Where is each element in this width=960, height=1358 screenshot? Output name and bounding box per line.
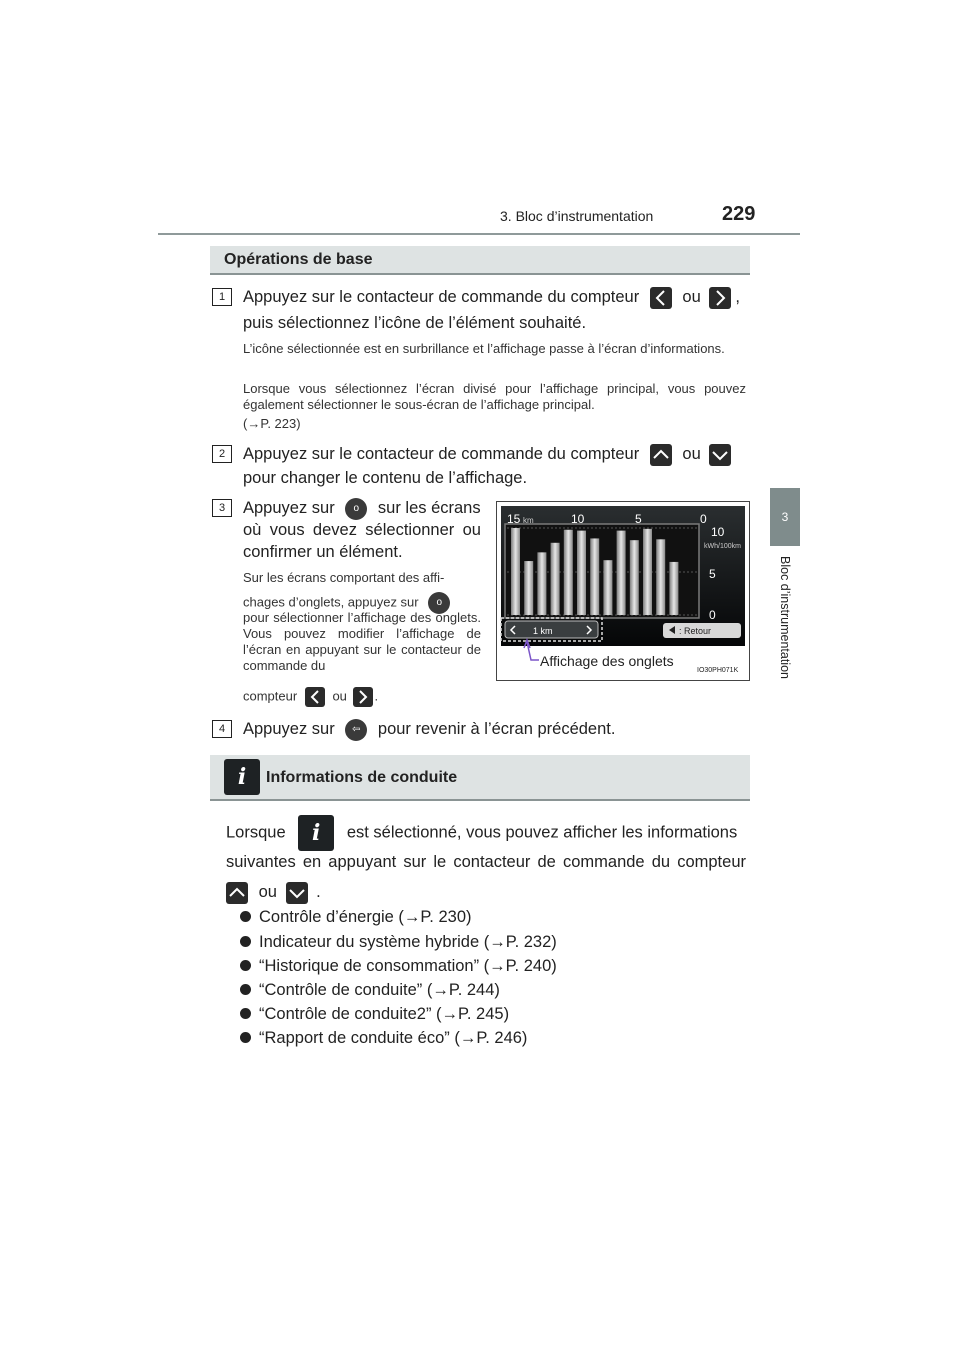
tab-label: 1 km xyxy=(533,626,553,636)
bullet-icon xyxy=(240,960,251,971)
running-header-section: 3. Bloc d’instrumentation xyxy=(500,208,654,224)
step-3-note-4 xyxy=(243,687,481,707)
display-figure xyxy=(496,501,750,681)
step-3-note-4-a: compteur xyxy=(243,688,298,704)
intro-c: suivantes en appuyant sur le contacteur de commande du compteur xyxy=(226,853,746,871)
step-number: 4 xyxy=(212,720,232,738)
info-icon: i xyxy=(224,759,260,795)
back-button-icon: ⇦ xyxy=(345,719,367,741)
intro-line-1 xyxy=(226,815,746,851)
bar-3 xyxy=(537,552,546,615)
ok-button-icon: o xyxy=(428,592,450,614)
intro-e: . xyxy=(316,883,321,901)
info-icon-container xyxy=(224,759,260,795)
section-title: Opérations de base xyxy=(224,251,373,268)
step-3-note-3: pour sélectionner l’affichage des onglets. Vous pouvez modifier l’affichage de l’écran en appuyant sur le contacteur de commande du xyxy=(243,610,481,673)
list-item xyxy=(240,1005,509,1024)
step-3-note-1: Sur les écrans comportant des affi- xyxy=(243,570,445,585)
bullet-icon xyxy=(240,1008,251,1019)
bar-13 xyxy=(669,562,678,615)
chevron-left-icon xyxy=(650,287,672,309)
chapter-side-title-text: Bloc d’instrumentation xyxy=(778,556,792,679)
section-title: Informations de conduite xyxy=(266,769,458,786)
list-item xyxy=(240,957,557,976)
bar-4 xyxy=(551,543,560,615)
step-1-text-a: Appuyez sur le contacteur de commande du compteur xyxy=(243,288,640,306)
tick-10: 10 xyxy=(571,512,585,526)
step-1-text-c: , xyxy=(735,288,740,306)
section-bar-basic-operations xyxy=(210,246,750,275)
step-1-note-2: Lorsque vous sélectionnez l’écran divisé pour l’affichage principal, vous pouvez également sélectionner le sous-écran de l’affichage principal. xyxy=(243,381,746,412)
list-item-text: “Contrôle de conduite” (→P. 244) xyxy=(259,981,500,999)
chevron-up-icon xyxy=(226,882,248,904)
step-2-text-b: ou xyxy=(682,445,701,463)
bar-6 xyxy=(577,531,586,615)
list-item xyxy=(240,933,557,952)
unit-km: km xyxy=(523,516,534,525)
step-4-text-b: pour revenir à l’écran précédent. xyxy=(377,720,616,738)
step-3-text-c: où vous devez sélectionner ou xyxy=(243,521,481,539)
info-icon: i xyxy=(298,815,334,851)
bullet-icon xyxy=(240,984,251,995)
bar-10 xyxy=(630,540,639,615)
bar-7 xyxy=(590,538,599,615)
chevron-up-icon xyxy=(650,444,672,466)
y-unit: kWh/100km xyxy=(704,543,741,550)
step-1-text-d: puis sélectionnez l’icône de l’élément souhaité. xyxy=(243,314,587,332)
bar-8 xyxy=(603,560,612,615)
list-item xyxy=(240,981,500,1000)
step-1-text xyxy=(243,285,753,310)
bullet-icon xyxy=(240,1032,251,1043)
list-item xyxy=(240,1029,527,1048)
chevron-left-icon xyxy=(305,687,325,707)
list-item xyxy=(240,908,472,927)
step-3-text-b: sur les écrans xyxy=(377,499,481,517)
callout-label: Affichage des onglets xyxy=(540,653,674,669)
intro-b: est sélectionné, vous pouvez afficher les informations xyxy=(346,823,738,842)
step-3-note-4-b: ou xyxy=(332,688,347,704)
chevron-right-icon xyxy=(709,287,731,309)
step-2-text-a: Appuyez sur le contacteur de commande du compteur xyxy=(243,445,640,463)
chevron-down-icon xyxy=(709,444,731,466)
intro-d: ou xyxy=(258,883,277,901)
step-3-note-2-text: chages d’onglets, appuyez sur xyxy=(243,594,419,610)
chevron-right-icon xyxy=(353,687,373,707)
step-4-text-a: Appuyez sur xyxy=(243,720,335,738)
bar-1 xyxy=(511,528,520,615)
step-2-text xyxy=(243,442,753,467)
bar-5 xyxy=(564,530,573,615)
bar-2 xyxy=(524,561,533,615)
bar-11 xyxy=(643,529,652,615)
header-rule xyxy=(158,233,800,235)
bar-9 xyxy=(617,531,626,615)
list-item-text: “Historique de consommation” (→P. 240) xyxy=(259,957,557,975)
ok-button-icon: o xyxy=(345,498,367,520)
step-1-note-3: (→P. 223) xyxy=(243,416,301,431)
intro-line-3 xyxy=(226,880,321,905)
bullet-icon xyxy=(240,911,251,922)
tick-5: 5 xyxy=(635,512,642,526)
step-number: 1 xyxy=(212,288,232,306)
y-tick-10: 10 xyxy=(711,525,725,539)
chevron-down-icon xyxy=(286,882,308,904)
tick-15: 15 xyxy=(507,512,521,526)
chapter-side-title xyxy=(768,556,802,706)
step-3-note-4-c: . xyxy=(374,688,379,704)
list-item-text: “Contrôle de conduite2” (→P. 245) xyxy=(259,1005,510,1023)
display-screen xyxy=(497,502,749,680)
step-2-text-d: pour changer le contenu de l’affichage. xyxy=(243,469,528,487)
chapter-tab: 3 xyxy=(770,488,800,546)
section-bar-driving-information xyxy=(210,755,750,801)
step-3-text-a: Appuyez sur xyxy=(243,499,335,517)
y-tick-5: 5 xyxy=(709,567,716,581)
step-number: 3 xyxy=(212,499,232,517)
return-label: : Retour xyxy=(679,626,712,636)
bar-12 xyxy=(656,539,665,615)
list-item-text: Indicateur du système hybride (→P. 232) xyxy=(259,933,557,951)
bullet-icon xyxy=(240,936,251,947)
figure-code: IO30PH071K xyxy=(697,667,739,674)
list-item-text: Contrôle d’énergie (→P. 230) xyxy=(259,908,472,926)
step-number: 2 xyxy=(212,445,232,463)
step-4-text xyxy=(243,717,615,742)
list-item-text: “Rapport de conduite éco” (→P. 246) xyxy=(259,1029,528,1047)
step-1-note-1: L’icône sélectionnée est en surbrillance et l’affichage passe à l’écran d’informations. xyxy=(243,341,725,356)
y-tick-0: 0 xyxy=(709,608,716,622)
page-number: 229 xyxy=(722,203,756,225)
intro-a: Lorsque xyxy=(226,823,286,842)
step-1-text-b: ou xyxy=(682,288,701,306)
tick-0: 0 xyxy=(700,512,707,526)
step-3-text-d: confirmer un élément. xyxy=(243,543,403,561)
